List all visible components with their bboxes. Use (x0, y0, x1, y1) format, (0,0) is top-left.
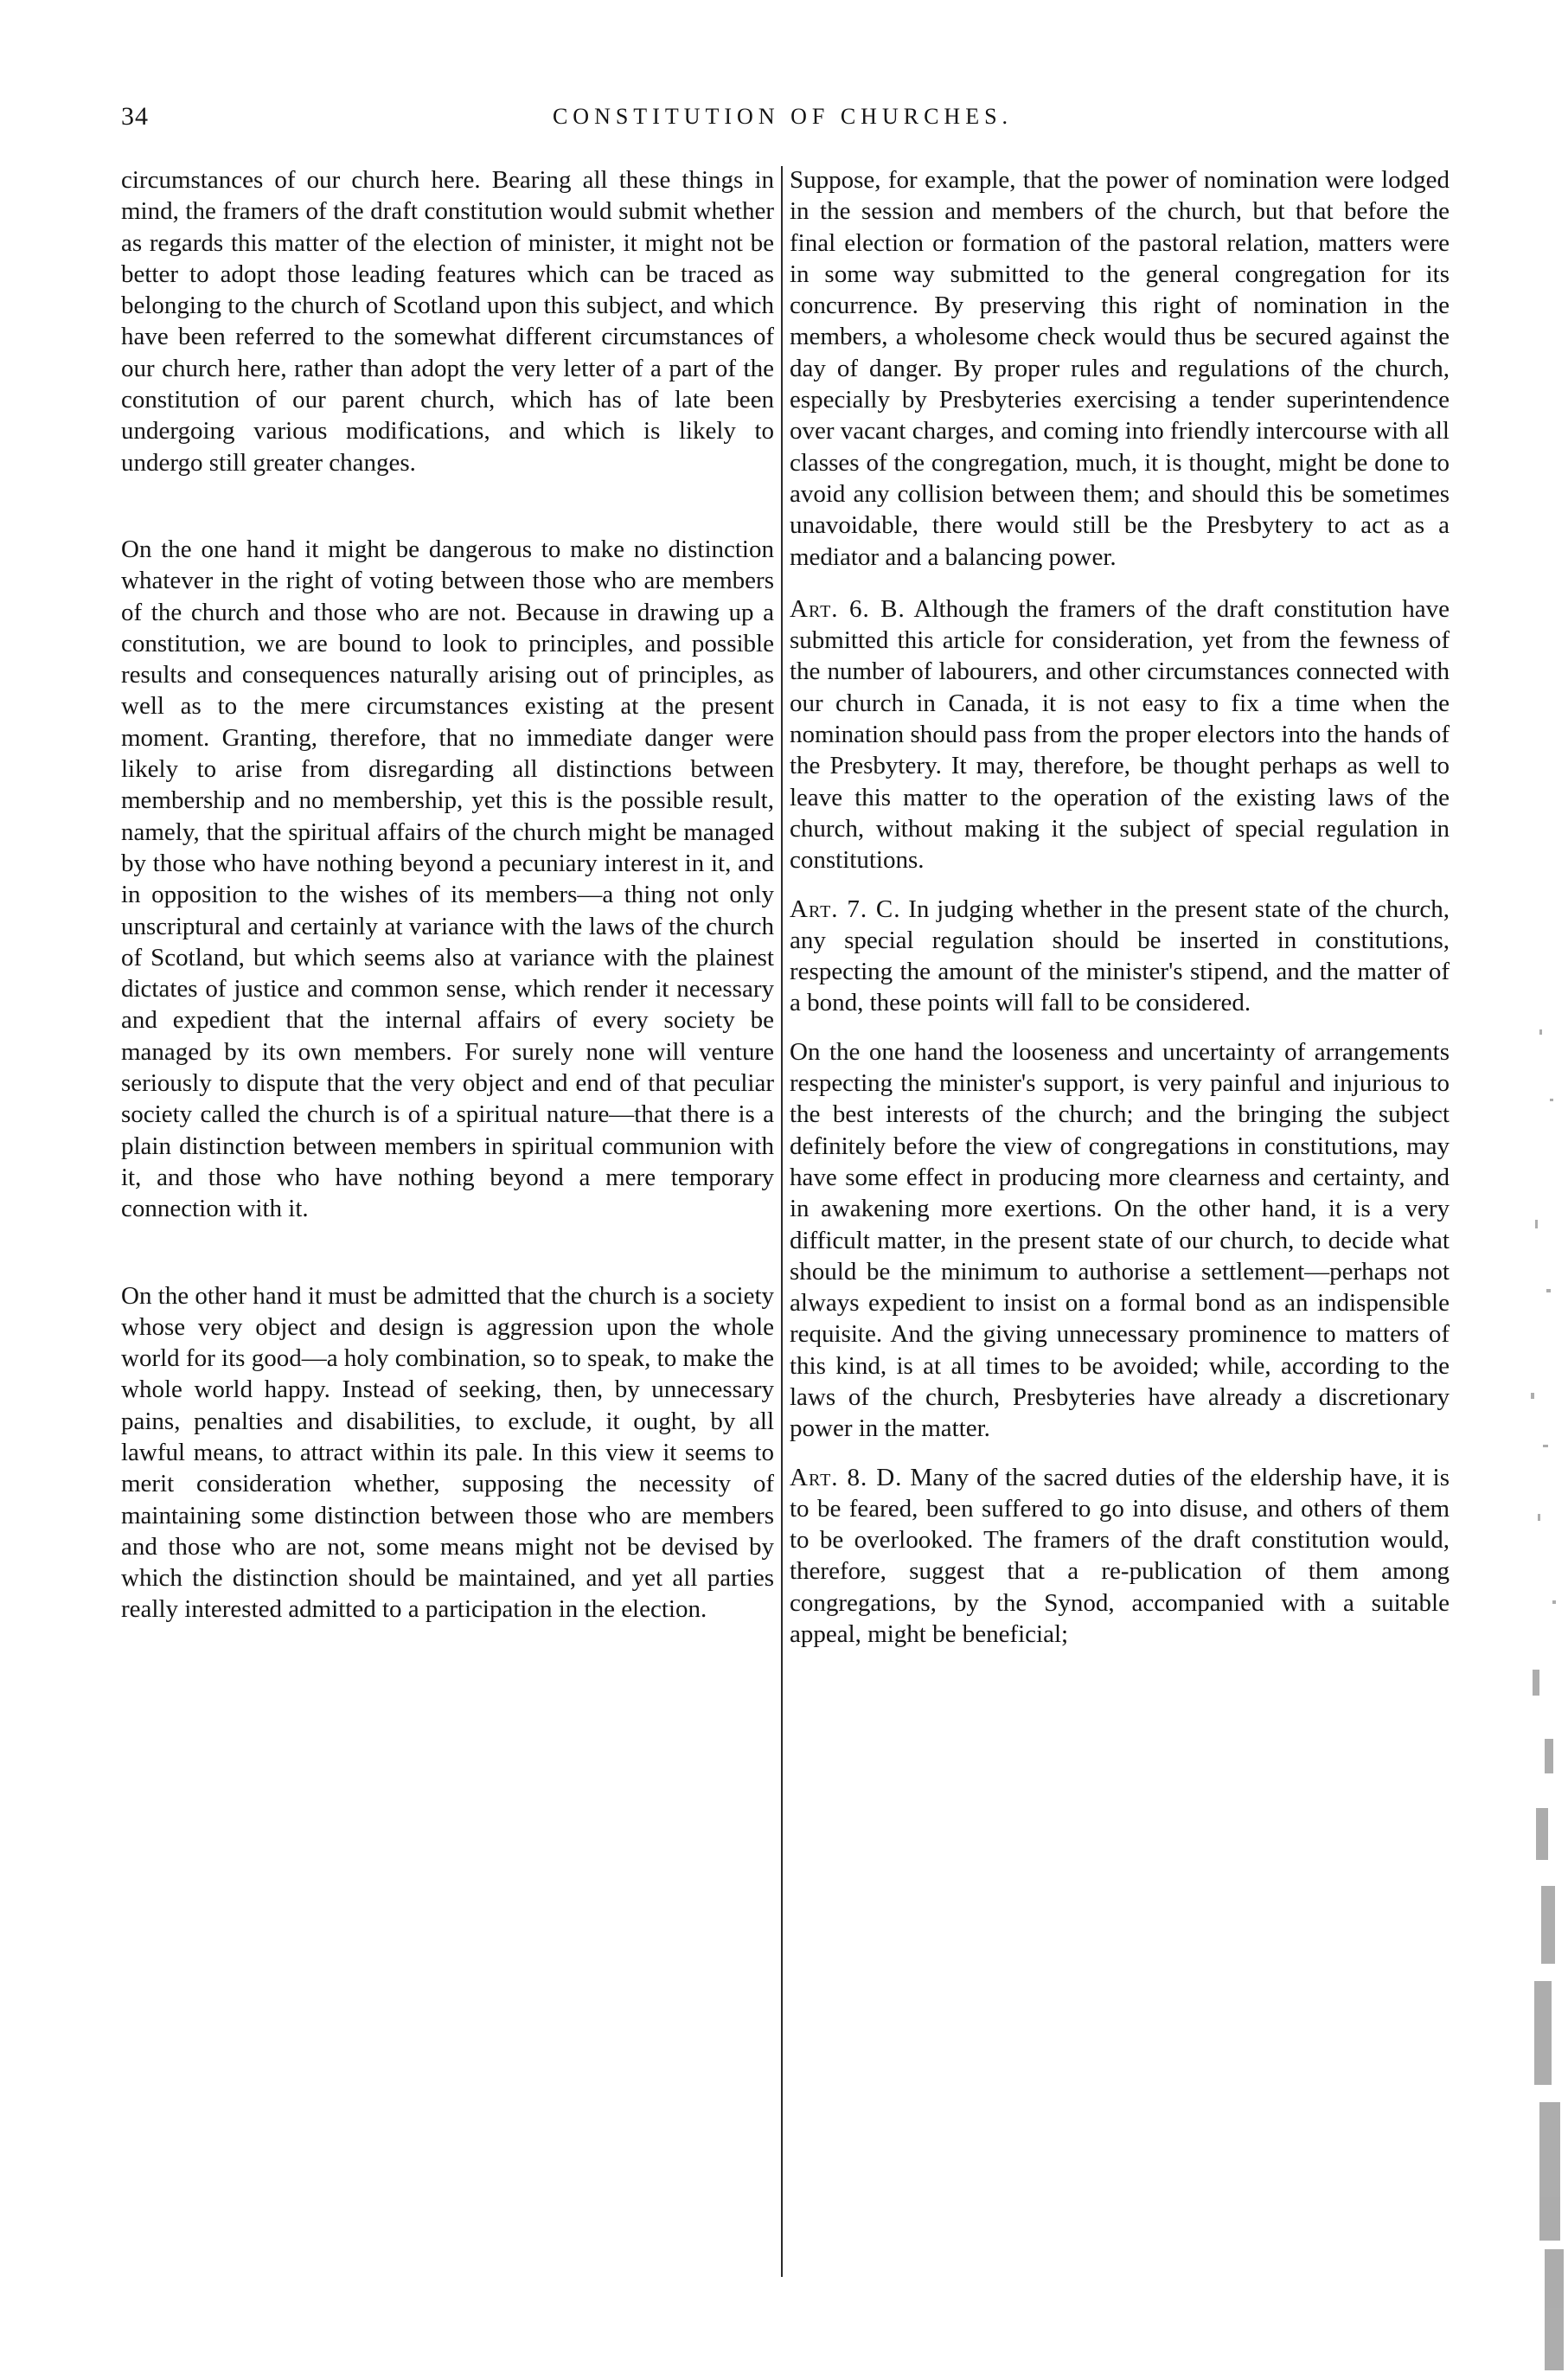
right-column (790, 164, 1450, 2327)
article-label: Art. 8. D. (790, 1463, 903, 1491)
article-text: In judging whether in the present state of the church, any special regulation should be inserted in constitutions, respecting the amount of the minister's stipend, and the matter of a bond, these points will fall to be considered. (790, 895, 1450, 1017)
column-divider (781, 166, 783, 2277)
paragraph: circumstances of our church here. Bearing all these things in mind, the framers of the draft constitution would submit whether as regards this matter of the election of minister, it might not be better to adopt those leading features which can be traced as belonging to the church of Scotland upon this subject, and which have been referred to the somewhat different circumstances of our church here, rather than adopt the very letter of a part of the constitution of our parent church, which has of late been undergoing various modifications, and which is likely to undergo still greater changes. (121, 166, 774, 477)
article-paragraph (790, 593, 1450, 876)
paragraph (790, 1036, 1450, 1445)
left-column (121, 164, 774, 2327)
running-title: CONSTITUTION OF CHURCHES. (552, 104, 1014, 129)
article-text: Many of the sacred duties of the eldership have, it is to be feared, been suffered to go into disuse, and others of them to be overlooked. The framers of the draft constitution would, therefore, suggest that a re-publication of them among congregations, by the Synod, accompanied with a suitable appeal, might be beneficial; (790, 1463, 1450, 1649)
running-head (121, 102, 1444, 137)
article-text: On the one hand the looseness and uncertainty of arrangements respecting the minister's support, is very painful and injurious to the best interests of the church; and the bringing the subject definitely before the view of congregations in constitutions, may have some effect in producing more clearness and certainty, and in awakening more exertions. On the other hand, it is a very difficult matter, in the present state of our church, to decide what should be the minimum to authorise a settlement—perhaps not always expedient to insist on a formal bond as an indispensible requisite. And the giving unnecessary prominence to matters of this kind, is at all times to be avoided; while, according to the laws of the church, Presbyteries have already a discretionary power in the matter. (790, 1037, 1450, 1443)
article-text: Suppose, for example, that the power of nomination were lodged in the session and members of the church, but that before the final election or formation of the pastoral relation, matters were in some way submitted to the general congregation for its concurrence. By preserving this right of nomination in the members, a wholesome check would thus be secured against the day of danger. By proper rules and regulations of the church, especially by Presbyteries exercising a tender superintendence over vacant charges, and coming into friendly intercourse with all classes of the congregation, much, it is thought, might be done to avoid any collision between them; and should this be sometimes unavoidable, there would still be the Presbytery to act as a mediator and a balancing power. (790, 166, 1450, 571)
article-label: Art. 6. B. (790, 594, 906, 623)
article-paragraph (790, 894, 1450, 1019)
scan-edge-artifact (1505, 995, 1565, 2379)
paragraph: On the other hand it must be admitted that the church is a society whose very object and design is aggression upon the whole world for its good—a holy combination, so to speak, to make the whole world happy. Instead of seeking, then, by unnecessary pains, penalties and disabilities, to exclude, it ought, by all lawful means, to attract within its pale. In this view it seems to merit consideration whether, supposing the necessity of maintaining some distinction between those who are members and those who are not, some means might not be devised by which the distinction should be maintained, and yet all parties really interested admitted to a participation in the election. (121, 1281, 774, 1624)
paragraph (790, 164, 1450, 573)
article-label: Art. 7. C. (790, 895, 901, 923)
article-text: Although the framers of the draft constitution have submitted this article for consideration, yet from the fewness of the number of labourers, and other circumstances connected with our church in Canada, it is not easy to fix a time when the nomination should pass from the proper electors into the hands of the Presbytery. It may, therefore, be thought perhaps as well to leave this matter to the operation of the existing laws of the church, without making it the subject of special regulation in constitutions. (790, 594, 1450, 875)
page-number: 34 (121, 102, 149, 131)
article-paragraph (790, 1462, 1450, 1651)
paragraph: On the one hand it might be dangerous to make no distinction whatever in the right of voting between those who are members of the church and those who are not. Because in drawing up a constitution, we are bound to look to principles, and possible results and consequences naturally arising out of principles, as well as to the mere circumstances existing at the present moment. Granting, therefore, that no immediate danger were likely to arise from disregarding all distinctions between membership and no membership, yet this is the possible result, namely, that the spiritual affairs of the church might be managed by those who have nothing beyond a pecuniary interest in it, and in opposition to the wishes of its members—a thing not only unscriptural and certainly at variance with the laws of the church of Scotland, but which seems also at variance with the plainest dictates of justice and common sense, which render it necessary and expedient that the internal affairs of every society be managed by its own members. For surely none will venture seriously to dispute that the very object and end of that peculiar society called the church is of a spiritual nature—that there is a plain distinction between members in spiritual communion with it, and those who have nothing beyond a mere temporary connection with it. (121, 535, 774, 1223)
